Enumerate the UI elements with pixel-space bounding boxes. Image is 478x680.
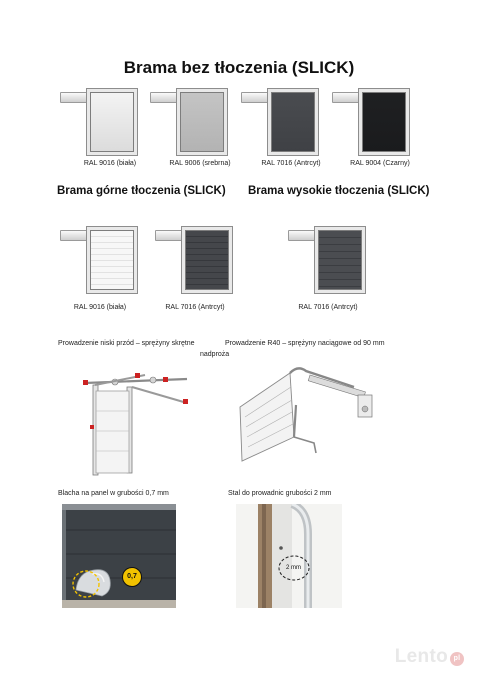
lento-watermark xyxy=(395,646,464,668)
r40-guide-diagram xyxy=(232,365,382,465)
note-steel-thickness: Stal do prowadnic grubości 2 mm xyxy=(228,490,332,497)
note-low-front-guide: Prowadzenie niski przód – sprężyny skrętne xyxy=(58,340,195,347)
low-front-guide-diagram xyxy=(75,365,195,477)
caption-high-ral7016: RAL 7016 (Antrcyt) xyxy=(298,304,358,311)
section-heading-top-embossing: Brama górne tłoczenia (SLICK) xyxy=(57,185,226,197)
steel-guide-photo xyxy=(236,504,342,608)
door-image-top-ral7016-anthracite xyxy=(155,226,233,294)
sheet-thickness-photo xyxy=(62,504,176,608)
caption-ral9016: RAL 9016 (biała) xyxy=(83,160,137,167)
thickness-badge-label: 0,7 xyxy=(127,573,137,580)
caption-top-ral9016: RAL 9016 (biała) xyxy=(73,304,127,311)
thickness-badge xyxy=(122,567,142,587)
door-image-high-ral7016-anthracite xyxy=(288,226,366,294)
door-image-ral7016-anthracite xyxy=(241,88,319,156)
door-image-top-ral9016-white xyxy=(60,226,138,294)
door-image-ral9016-white xyxy=(60,88,138,156)
note-r40-guide-cont: nadproża xyxy=(200,351,230,358)
caption-ral9006: RAL 9006 (srebrna) xyxy=(169,160,231,167)
door-image-ral9004-black xyxy=(332,88,410,156)
note-r40-guide: Prowadzenie R40 – sprężyny naciągowe od 90 mm xyxy=(225,340,385,347)
steel-badge-label: 2 mm xyxy=(286,565,301,571)
caption-ral7016: RAL 7016 (Antrcyt) xyxy=(261,160,321,167)
section-heading-high-embossing: Brama wysokie tłoczenia (SLICK) xyxy=(248,185,430,197)
caption-ral9004: RAL 9004 (Czarny) xyxy=(350,160,410,167)
lento-pl-badge: pl xyxy=(450,652,464,666)
caption-top-ral7016: RAL 7016 (Antrcyt) xyxy=(165,304,225,311)
lento-watermark-text: Lento xyxy=(394,646,448,667)
door-image-ral9006-silver xyxy=(150,88,228,156)
note-sheet-thickness: Blacha na panel w grubości 0,7 mm xyxy=(58,490,169,497)
page-title: Brama bez tłoczenia (SLICK) xyxy=(123,58,355,77)
